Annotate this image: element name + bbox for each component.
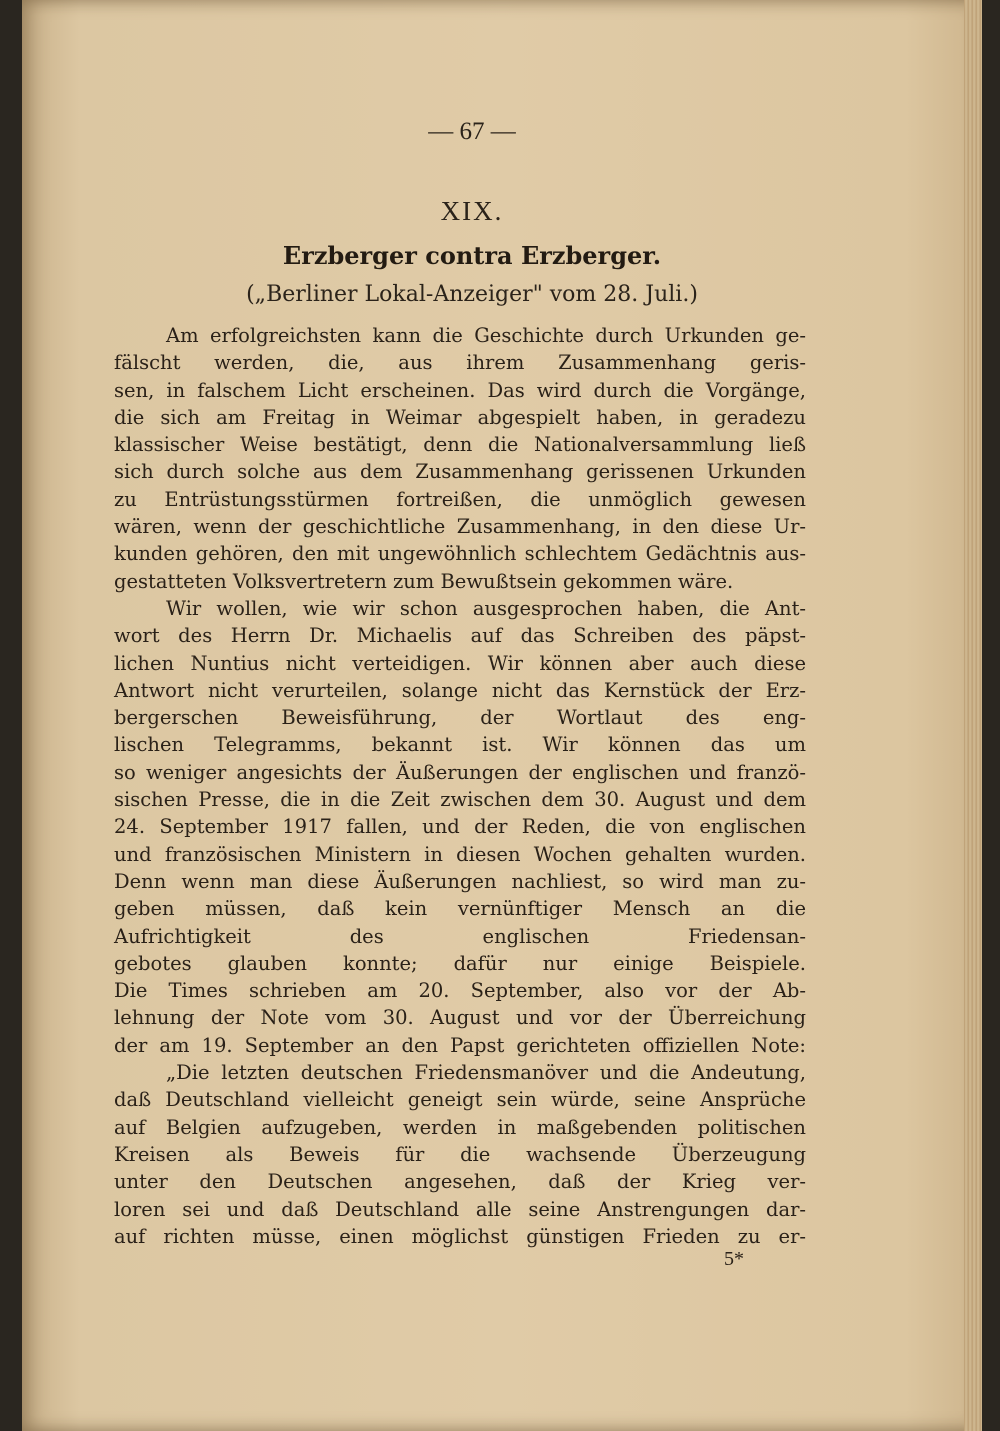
text-line: auf Belgien aufzugeben, werden in maßgebenden politischen	[114, 1115, 806, 1139]
page-number: — 67 —	[428, 118, 516, 145]
text-line: 24. September 1917 fallen, und der Reden, die von englischen	[114, 815, 806, 839]
text-line: gestatteten Volksvertretern zum Bewußtsein gekommen wäre.	[114, 569, 734, 593]
text-line: gebotes glauben konnte; dafür nur einige Beispiele.	[114, 951, 806, 975]
text-line: kunden gehören, den mit ungewöhnlich schlechtem Gedächtnis aus-	[114, 542, 806, 566]
text-line: bergerschen Beweisführung, der Wortlaut des eng-	[114, 706, 806, 730]
text-line: Die Times schrieben am 20. September, also vor der Ab-	[114, 979, 806, 1003]
text-line: Wir wollen, wie wir schon ausgesprochen haben, die Ant-	[166, 596, 806, 620]
page-edge	[964, 0, 982, 1431]
chapter-heading: XIX.	[440, 196, 504, 226]
text-line: und französischen Ministern in diesen Wochen gehalten wurden.	[114, 842, 806, 866]
text-line: lischen Telegramms, bekannt ist. Wir können das um	[114, 733, 806, 757]
text-line: zu Entrüstungsstürmen fortreißen, die unmöglich gewesen	[114, 487, 806, 511]
text-line: daß Deutschland vielleicht geneigt sein würde, seine Ansprüche	[114, 1088, 806, 1112]
text-line: auf richten müsse, einen möglichst günstigen Frieden zu er-	[114, 1224, 806, 1248]
text-line: Antwort nicht verurteilen, solange nicht das Kernstück der Erz-	[114, 678, 806, 702]
text-line: Kreisen als Beweis für die wachsende Überzeugung	[114, 1142, 806, 1166]
text-line: lichen Nuntius nicht verteidigen. Wir können aber auch diese	[114, 651, 806, 675]
text-line: so weniger angesichts der Äußerungen der englischen und franzö-	[114, 760, 806, 784]
text-line: wort des Herrn Dr. Michaelis auf das Schreiben des päpst-	[114, 624, 806, 648]
text-line: klassischer Weise bestätigt, denn die Nationalversammlung ließ	[114, 433, 806, 457]
source-citation: („Berliner Lokal-Anzeiger" vom 28. Juli.)	[246, 282, 698, 307]
text-line: sich durch solche aus dem Zusammenhang gerissenen Urkunden	[114, 460, 806, 484]
text-line: loren sei und daß Deutschland alle seine Anstrengungen dar-	[114, 1197, 806, 1221]
text-line: der am 19. September an den Papst gerichteten offiziellen Note:	[114, 1033, 806, 1057]
page-title: Erzberger contra Erzberger.	[282, 241, 662, 270]
signature-mark: 5*	[724, 1248, 744, 1270]
text-line: geben müssen, daß kein vernünftiger Mensch an die	[114, 897, 806, 921]
text-line: „Die letzten deutschen Friedensmanöver und die Andeutung,	[166, 1061, 806, 1085]
text-line: lehnung der Note vom 30. August und vor der Überreichung	[114, 1006, 806, 1030]
text-line: Aufrichtigkeit des englischen Friedensan-	[114, 924, 806, 948]
body-text	[114, 322, 806, 1250]
text-line: wären, wenn der geschichtliche Zusammenhang, in den diese Ur-	[114, 515, 806, 539]
text-line: Am erfolgreichsten kann die Geschichte durch Urkunden ge-	[166, 324, 806, 347]
text-line: unter den Deutschen angesehen, daß der Krieg ver-	[114, 1170, 806, 1194]
text-line: die sich am Freitag in Weimar abgespielt haben, in geradezu	[114, 405, 806, 429]
book-page	[22, 0, 982, 1431]
text-line: fälscht werden, die, aus ihrem Zusammenhang geris-	[114, 351, 806, 375]
text-line: sen, in falschem Licht erscheinen. Das wird durch die Vorgänge,	[114, 378, 806, 402]
text-line: sischen Presse, die in die Zeit zwischen dem 30. August und dem	[114, 788, 806, 812]
text-line: Denn wenn man diese Äußerungen nachliest, so wird man zu-	[114, 869, 806, 893]
